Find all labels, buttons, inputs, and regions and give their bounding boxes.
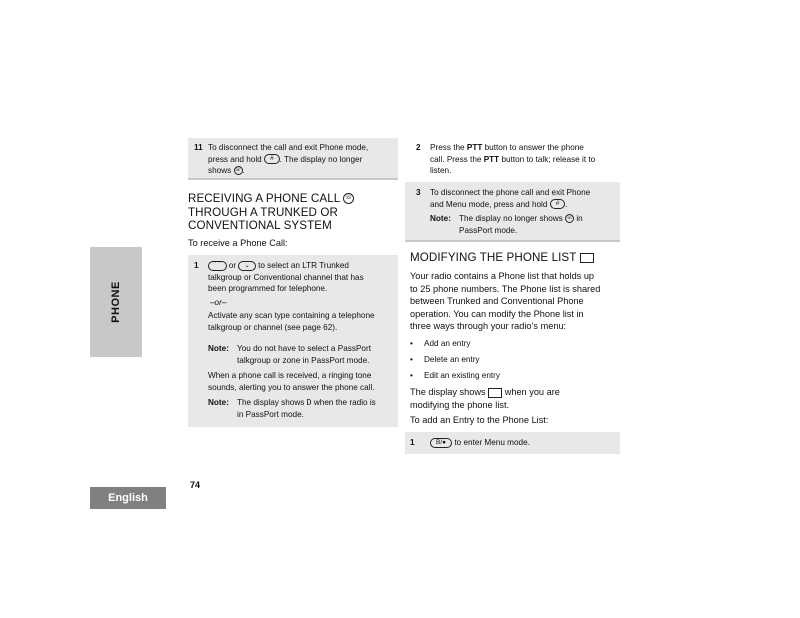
phone-mode-icon: ☏ [234, 167, 242, 174]
hash-key-icon: # [264, 154, 280, 164]
section-heading-receiving: RECEIVING A PHONE CALL ☏ THROUGH A TRUNKED OR CONVENTIONAL SYSTEM [188, 192, 353, 232]
down-arrow-key-icon: ⌄ [238, 261, 255, 271]
up-arrow-key-icon: ⌒ [208, 261, 227, 271]
note-display-phone: Note: The display no longer shows ☏ in PassPort mode. [430, 214, 583, 235]
step-11-text: To disconnect the call and exit Phone mode, press and hold # . The display no longer shows ☏. [208, 143, 369, 175]
note-passport-display: Note: The display shows D when the radio is in PassPort mode. [208, 397, 376, 419]
phone-list-icon [580, 253, 594, 263]
divider [188, 178, 398, 180]
step-number: 2 [416, 143, 421, 152]
step-number: 11 [194, 143, 203, 152]
section-heading-modifying: MODIFYING THE PHONE LIST [410, 251, 620, 265]
add-entry-intro: To add an Entry to the Phone List: [410, 415, 549, 425]
phone-list-paragraph: Your radio contains a Phone list that holds up to 25 phone numbers. The Phone list is shared between Trunked and Conventional Phone operation. You can modify the Phone list in three ways through your radio’s menu: [410, 271, 601, 331]
note-passport-select: Note: You do not have to select a PassPort talkgroup or zone in PassPort mode. [208, 344, 371, 365]
phone-mode-icon: ☏ [343, 193, 354, 204]
intro-text: To receive a Phone Call: [188, 238, 288, 248]
bullet-list [410, 338, 610, 386]
page-number: 74 [190, 480, 201, 490]
language-tab: English [90, 487, 166, 509]
step-3-box: 3 To disconnect the phone call and exit Phone and Menu mode, press and hold # . Note: The display no longer shows ☏ in PassPort mode. [405, 182, 620, 240]
menu-key-icon: B/● [430, 438, 452, 448]
step-11-box [188, 138, 398, 178]
step-number: 1 [410, 438, 415, 447]
display-text: The display shows when you are modifying the phone list. [410, 387, 560, 410]
divider [405, 240, 620, 242]
ringing-text: When a phone call is received, a ringing tone sounds, alerting you to answer the phone call. [208, 371, 375, 392]
passport-display-icon: D [306, 397, 312, 407]
phone-list-icon [488, 388, 502, 398]
list-item: • Delete an entry [410, 355, 480, 364]
step-1-text: ⌒ or ⌄ to select an LTR Trunked talkgroup or Conventional channel that has been programmed for telephone. –or– Activate any scan type containing a telephone talkgroup or channel (see page 62). [208, 261, 375, 332]
hash-key-icon: # [550, 199, 566, 209]
phone-mode-icon: ☏ [566, 215, 573, 222]
step-number: 1 [194, 261, 199, 270]
step-number: 3 [416, 188, 421, 197]
step-1-menu-box: 1 B/● to enter Menu mode. [405, 432, 620, 454]
list-item: • Edit an existing entry [410, 371, 501, 380]
step-1-box [188, 255, 398, 427]
section-side-tab: PHONE [90, 247, 142, 357]
list-item: • Add an entry [410, 339, 471, 348]
